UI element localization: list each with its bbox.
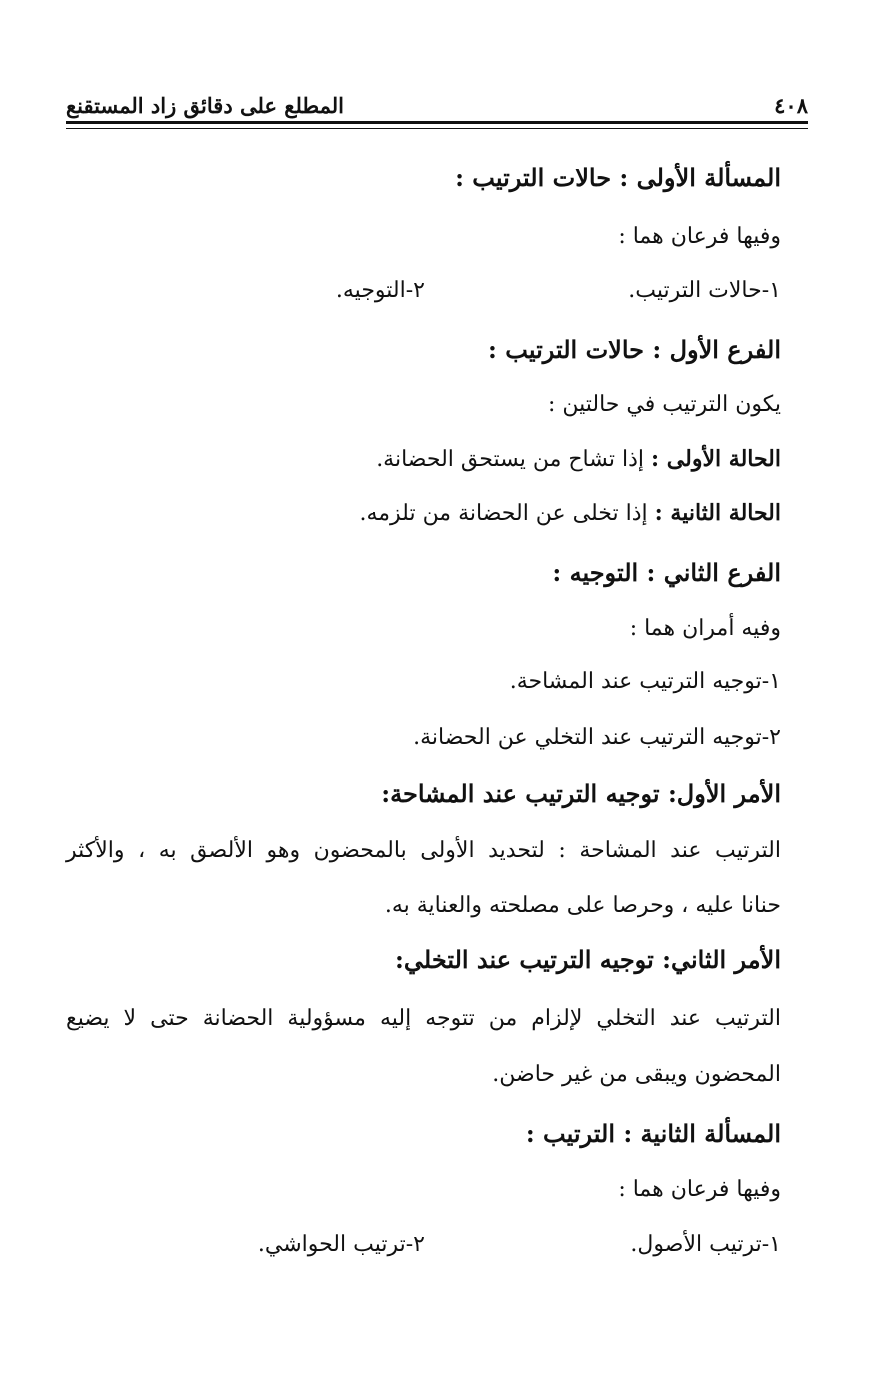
section-heading-1: المسألة الأولى : حالات الترتيب : — [455, 163, 781, 192]
case-label: الحالة الثانية : — [654, 500, 781, 526]
paragraph-line: الترتيب عند المشاحة : لتحديد الأولى بالمحضون وهو الألصق به ، والأكثر — [66, 838, 781, 863]
list-item: ٢-توجيه الترتيب عند التخلي عن الحضانة. — [413, 725, 781, 750]
list-item: ٢-التوجيه. — [335, 278, 425, 303]
paragraph-line: المحضون ويبقى من غير حاضن. — [492, 1062, 781, 1087]
matter-heading-2: الأمر الثاني: توجيه الترتيب عند التخلي: — [395, 945, 781, 974]
text-line: يكون الترتيب في حالتين : — [547, 392, 781, 417]
text-line: وفيها فرعان هما : — [618, 224, 781, 249]
list-item: ١-ترتيب الأصول. — [630, 1232, 781, 1257]
text-line: وفيه أمران هما : — [629, 616, 781, 641]
paragraph-line: حنانا عليه ، وحرصا على مصلحته والعناية به. — [384, 893, 781, 918]
case-line-1 — [376, 443, 781, 476]
text-line: وفيها فرعان هما : — [618, 1177, 781, 1202]
list-item: ١-توجيه الترتيب عند المشاحة. — [509, 669, 781, 694]
page-number: ٤٠٨ — [774, 93, 808, 118]
matter-heading-1: الأمر الأول: توجيه الترتيب عند المشاحة: — [381, 779, 781, 808]
case-text: إذا تخلى عن الحضانة من تلزمه. — [359, 501, 655, 526]
branch-heading-1: الفرع الأول : حالات الترتيب : — [488, 335, 781, 364]
paragraph-line: الترتيب عند التخلي لإلزام من تتوجه إليه مسؤولية الحضانة حتى لا يضيع — [66, 1006, 781, 1031]
list-item: ٢-ترتيب الحواشي. — [257, 1232, 425, 1257]
header-rule-thin — [66, 128, 808, 129]
section-heading-2: المسألة الثانية : الترتيب : — [525, 1119, 781, 1148]
running-header — [66, 82, 808, 118]
book-title: المطلع على دقائق زاد المستقنع — [66, 93, 345, 118]
case-line-2 — [359, 497, 781, 530]
list-item: ١-حالات الترتيب. — [628, 278, 781, 303]
case-text: إذا تشاح من يستحق الحضانة. — [376, 447, 652, 472]
header-rule-thick — [66, 121, 808, 124]
case-label: الحالة الأولى : — [651, 446, 781, 472]
branch-heading-2: الفرع الثاني : التوجيه : — [552, 558, 781, 587]
